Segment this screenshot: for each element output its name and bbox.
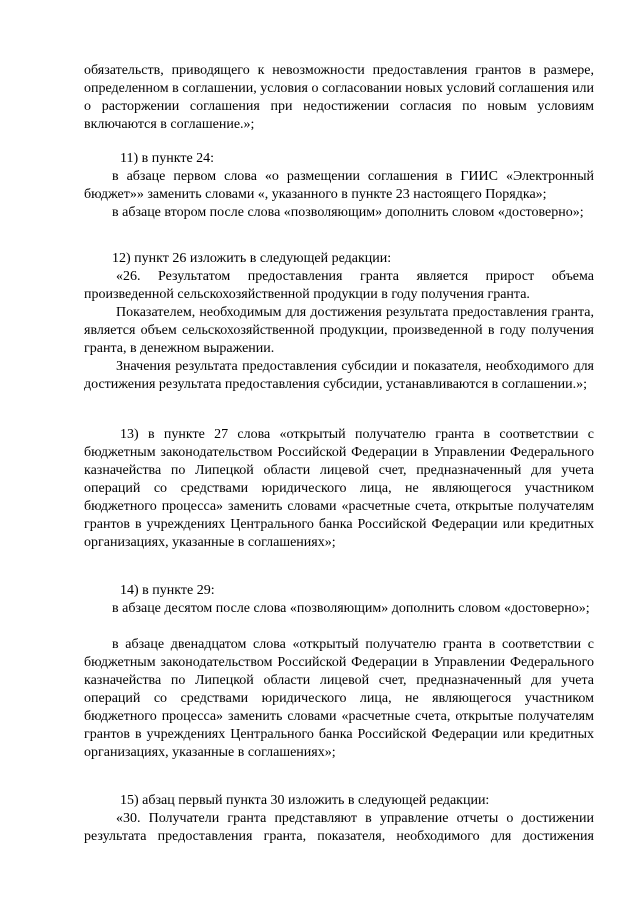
- paragraph-text: Показателем, необходимым для достижения результата предоставления гранта, является объем сельскохозяйственной продукции, произведенной в году получения гранта, в денежном выражении.: [84, 305, 594, 356]
- item-12-paragraph-3: [84, 358, 594, 394]
- paragraph-text: 15) абзац первый пункта 30 изложить в следующей редакции:: [120, 793, 490, 808]
- item-14-paragraph-1: [84, 600, 594, 618]
- paragraph-text: обязательств, приводящего к невозможности предоставления грантов в размере, определенном в соглашении, условия о согласовании новых условий соглашения или о расторжении соглашения при недостижении согласия по новым условиям включаются в соглашение.»;: [84, 63, 594, 132]
- item-11-paragraph-1: [84, 168, 594, 204]
- item-15-paragraph-1: [84, 810, 594, 846]
- paragraph-text: 11) в пункте 24:: [120, 151, 215, 166]
- item-11-paragraph-2: [84, 204, 594, 222]
- paragraph-text: «26. Результатом предоставления гранта является прирост объема произведенной сельскохозяйственной продукции в году получения гранта.: [84, 269, 594, 302]
- item-12-paragraph-2: [84, 304, 594, 358]
- paragraph-text: 12) пункт 26 изложить в следующей редакции:: [112, 251, 392, 266]
- paragraph-text: в абзаце первом слова «о размещении соглашения в ГИИС «Электронный бюджет»» заменить словами «, указанного в пункте 23 настоящего Порядка»;: [84, 169, 594, 202]
- item-14-heading: [84, 582, 594, 600]
- item-15-heading: [84, 792, 594, 810]
- item-11-heading: [84, 150, 594, 168]
- paragraph-intro: [84, 62, 594, 134]
- item-13-paragraph: [84, 426, 594, 552]
- paragraph-text: 14) в пункте 29:: [120, 583, 215, 598]
- paragraph-text: 13) в пункте 27 слова «открытый получателю гранта в соответствии с бюджетным законодательством Российской Федерации в Управлении Федерального казначейства по Липецкой области лицевой счет, предназначенный для учета операций со средствами юридического лица, не являющегося участником бюджетного процесса» заменить словами «расчетные счета, открытые получателям грантов в учреждениях Центрального банка Российской Федерации или кредитных организациях, указанные в соглашениях»;: [84, 427, 594, 550]
- paragraph-text: в абзаце втором после слова «позволяющим» дополнить словом «достоверно»;: [112, 205, 584, 220]
- paragraph-text: «30. Получатели гранта представляют в управление отчеты о достижении результата предоставления гранта, показателя, необходимого для достижения: [84, 811, 594, 844]
- item-12-paragraph-1: [84, 268, 594, 304]
- paragraph-text: в абзаце двенадцатом слова «открытый получателю гранта в соответствии с бюджетным законодательством Российской Федерации в Управлении Федерального казначейства по Липецкой области лицевой счет, предназначенный для учета операций со средствами юридического лица, не являющегося участником бюджетного процесса» заменить словами «расчетные счета, открытые получателям грантов в учреждениях Центрального банка Российской Федерации или кредитных организациях, указанные в соглашениях»;: [84, 637, 594, 760]
- paragraph-text: в абзаце десятом после слова «позволяющим» дополнить словом «достоверно»;: [112, 601, 590, 616]
- paragraph-text: Значения результата предоставления субсидии и показателя, необходимого для достижения результата предоставления субсидии, устанавливаются в соглашении.»;: [84, 359, 594, 392]
- item-12-heading: [84, 250, 594, 268]
- item-14-paragraph-2: [84, 636, 594, 762]
